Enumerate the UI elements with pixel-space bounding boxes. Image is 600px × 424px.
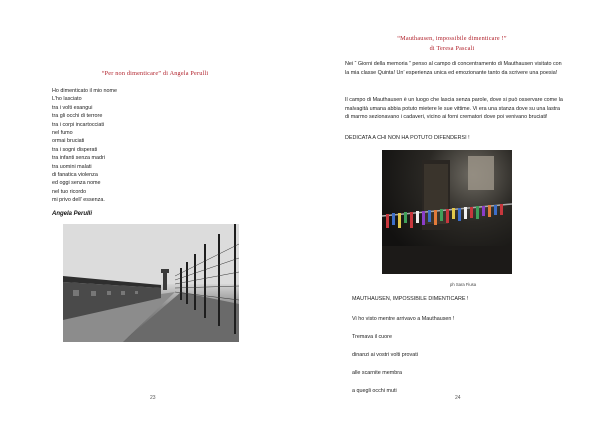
intro-paragraph: Nei “ Giorni della memoria ” penso al campo di concentramento di Mauthausen visitato con la mia classe Quinta! Un’ esperienza unica ed emozionante tanto da scrivere una poesia!: [345, 61, 562, 76]
poem-line: ormai bruciati: [52, 138, 85, 145]
poem-line: nel tuo ricordo: [52, 188, 87, 195]
camp-fence-illustration: [63, 224, 239, 342]
poem-line: mi privo dell’ essenza.: [52, 197, 105, 204]
poem-line: dinanzi ai vostri volti provati: [352, 352, 418, 358]
page-number-left: 23: [150, 395, 156, 401]
author-signature: Angela Perulli: [52, 211, 93, 217]
right-page: [300, 0, 600, 424]
poem-line: Vi ho visto mentre arrivavo a Mauthausen !: [352, 316, 455, 322]
right-page-author-line: di Teresa Pascali: [429, 45, 475, 52]
right-page-title: “Mauthausen, impossibile dimenticare !”: [397, 35, 507, 42]
poem-line: di fanatica violenza: [52, 172, 98, 179]
left-page-title: “Per non dimenticare” di Angela Perulli: [101, 70, 209, 77]
poem-line: a quegli occhi muti: [352, 388, 397, 394]
poem-line: tra infanti senza madri: [52, 155, 106, 162]
poem-line: Ho dimenticato il mio nome: [52, 88, 118, 94]
photo-credit: ph Sara Fiusa: [450, 282, 477, 287]
poem-line: tra i corpi incartocciati: [52, 121, 105, 128]
poem-line: alle scarnite membra: [352, 370, 403, 376]
poem-line: tra i sogni disperati: [52, 146, 98, 153]
memorial-ribbons-illustration: [382, 150, 512, 274]
description-paragraph: Il campo di Mauthausen è un luogo che lascia senza parole, dove si può osservare come la malvagità umana abbia potuto mietere le sue vittime. Vi era una stanza dove su una lastra di marmo sezionavano i cadaveri, vicino ai forni crematori dove poi venivano bruciati!: [345, 97, 563, 120]
left-poem: [52, 87, 252, 205]
poem-line: L’ho lasciato: [52, 96, 82, 103]
poem-title: MAUTHAUSEN, IMPOSSIBILE DIMENTICARE !: [352, 296, 469, 302]
camp-fence-photo: [63, 224, 239, 342]
poem-line: tra uomini malati: [52, 163, 92, 170]
poem-line: tra gli occhi di terrore: [52, 113, 103, 120]
memorial-ribbons-photo: [382, 150, 512, 274]
page-number-right: 24: [455, 395, 461, 401]
poem-line: tra i volti esangui: [52, 104, 93, 111]
dedication-line: DEDICATA A CHI NON HA POTUTO DIFENDERSI !: [345, 135, 470, 141]
poem-line: nel fumo: [52, 130, 73, 137]
poem-line: Tremava il cuore: [352, 334, 392, 340]
poem-line: ed oggi senza nome: [52, 180, 101, 187]
